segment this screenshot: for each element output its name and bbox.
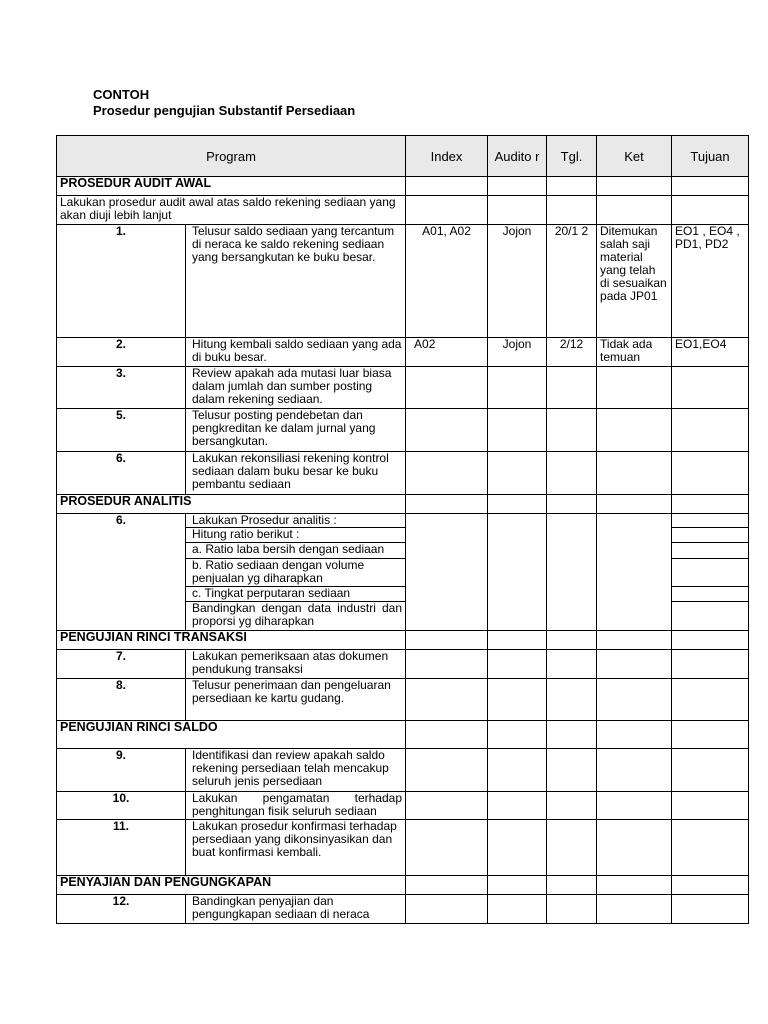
table-row (57, 749, 749, 792)
program-text: Bandingkan penyajian dan pengungkapan sediaan di neraca (186, 895, 406, 924)
row-number: 3. (57, 367, 186, 409)
program-text: Lakukan pemeriksaan atas dokumen pendukung transaksi (186, 650, 406, 679)
table-row (57, 225, 749, 338)
program-text: Bandingkan dengan data industri dan proporsi yg diharapkan (186, 602, 406, 631)
tgl-cell: 20/1 2 (547, 225, 597, 338)
program-text: Lakukan rekonsiliasi rekening kontrol sediaan dalam buku besar ke buku pembantu sediaan (186, 452, 406, 495)
header-index: Index (406, 136, 488, 177)
table-row (57, 679, 749, 721)
row-number: 2. (57, 338, 186, 367)
header-tujuan: Tujuan (672, 136, 749, 177)
table-row (57, 452, 749, 495)
program-text: Telusur penerimaan dan pengeluaran persediaan ke kartu gudang. (186, 679, 406, 721)
row-number: 1. (57, 225, 186, 338)
section-row (57, 631, 749, 650)
row-number: 8. (57, 679, 186, 721)
row-number: 7. (57, 650, 186, 679)
auditor-cell: Jojon (488, 338, 547, 367)
program-text: Hitung kembali saldo sediaan yang ada di buku besar. (186, 338, 406, 367)
table-row (57, 367, 749, 409)
document-heading (93, 87, 355, 119)
header-ket: Ket (597, 136, 672, 177)
program-text: Telusur saldo sediaan yang tercantum di neraca ke saldo rekening sediaan yang bersangkutan ke buku besar. (186, 225, 406, 338)
section-row (57, 721, 749, 749)
row-number: 11. (57, 820, 186, 876)
program-text: Telusur posting pendebetan dan pengkreditan ke dalam jurnal yang bersangkutan. (186, 409, 406, 452)
section-row (57, 495, 749, 514)
ket-cell: Tidak ada temuan (597, 338, 672, 367)
program-text: Hitung ratio berikut : (186, 528, 406, 543)
program-text: Lakukan Prosedur analitis : (186, 514, 406, 528)
table-row (57, 895, 749, 924)
table-row (57, 650, 749, 679)
section-title: PENGUJIAN RINCI TRANSAKSI (57, 631, 406, 650)
table-header-row (57, 136, 749, 177)
table-row (57, 820, 749, 876)
program-text: Review apakah ada mutasi luar biasa dalam jumlah dan sumber posting dalam rekening sediaan. (186, 367, 406, 409)
row-number: 12. (57, 895, 186, 924)
table-row (57, 514, 749, 528)
table-row (57, 196, 749, 225)
row-number: 10. (57, 792, 186, 820)
section-row (57, 876, 749, 895)
table-row (57, 792, 749, 820)
doc-title: Prosedur pengujian Substantif Persediaan (93, 103, 356, 118)
program-text: Lakukan pengamatan terhadap penghitungan fisik seluruh sediaan (186, 792, 406, 820)
section-title: PENYAJIAN DAN PENGUNGKAPAN (57, 876, 406, 895)
program-text: c. Tingkat perputaran sediaan (186, 587, 406, 602)
ket-cell: Ditemukan salah saji material yang telah di sesuaikan pada JP01 (597, 225, 672, 338)
audit-program-table (56, 135, 749, 924)
index-cell: A02 (406, 338, 488, 367)
row-number: 6. (57, 514, 186, 631)
tgl-cell: 2/12 (547, 338, 597, 367)
program-text: Lakukan prosedur konfirmasi terhadap persediaan yang dikonsinyasikan dan buat konfirmasi kembali. (186, 820, 406, 876)
header-auditor: Audito r (488, 136, 547, 177)
header-tgl: Tgl. (547, 136, 597, 177)
section-row (57, 177, 749, 196)
header-program: Program (57, 136, 406, 177)
row-number: 5. (57, 409, 186, 452)
table-row (57, 409, 749, 452)
row-number: 6. (57, 452, 186, 495)
section-title: PENGUJIAN RINCI SALDO (57, 721, 406, 749)
program-text: a. Ratio laba bersih dengan sediaan (186, 543, 406, 559)
section-title: PROSEDUR ANALITIS (57, 495, 406, 514)
table-row (57, 338, 749, 367)
doc-label: CONTOH (93, 87, 150, 102)
program-text: Identifikasi dan review apakah saldo rekening persediaan telah mencakup seluruh jenis persediaan (186, 749, 406, 792)
tujuan-cell: EO1,EO4 (672, 338, 749, 367)
auditor-cell: Jojon (488, 225, 547, 338)
row-number: 9. (57, 749, 186, 792)
section-title: PROSEDUR AUDIT AWAL (57, 177, 406, 196)
program-text: b. Ratio sediaan dengan volume penjualan yg diharapkan (186, 559, 406, 587)
index-cell: A01, A02 (406, 225, 488, 338)
intro-text: Lakukan prosedur audit awal atas saldo rekening sediaan yang akan diuji lebih lanjut (57, 196, 406, 225)
tujuan-cell: EO1 , EO4 , PD1, PD2 (672, 225, 749, 338)
